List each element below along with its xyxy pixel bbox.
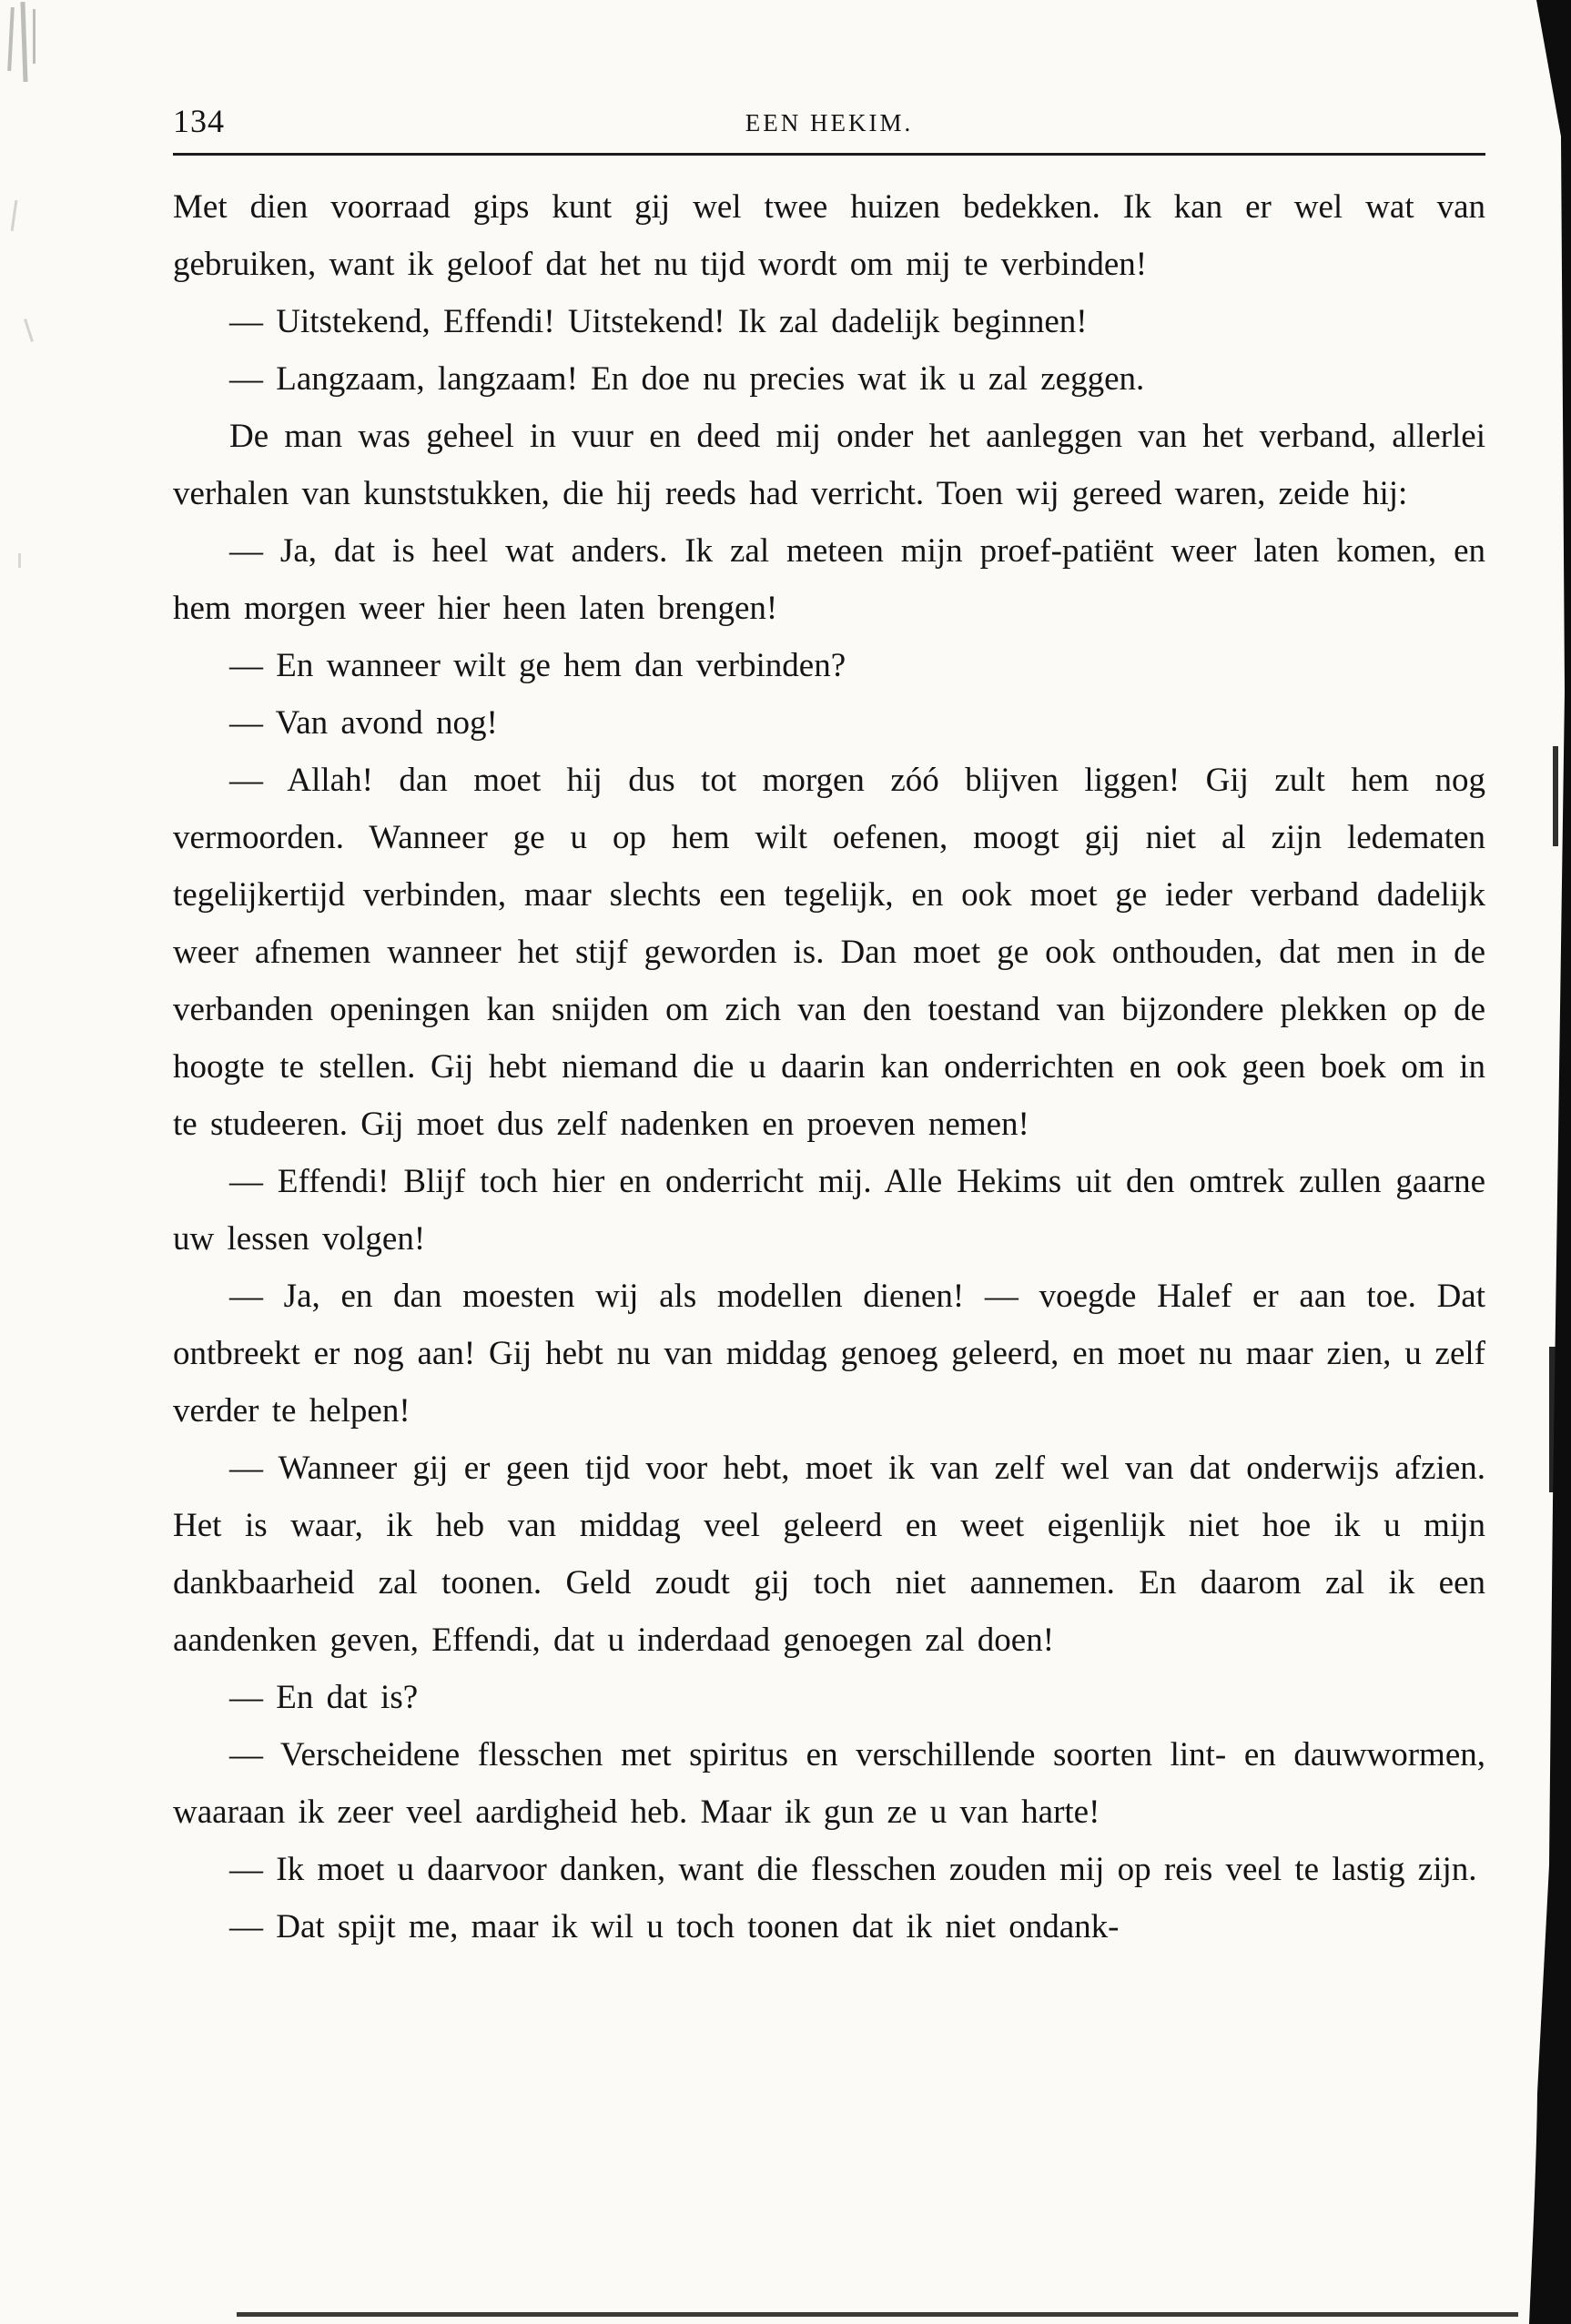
text-block	[173, 178, 1485, 1955]
scan-mark	[24, 318, 34, 342]
paragraph: — Uitstekend, Effendi! Uitstekend! Ik zal dadelijk beginnen!	[229, 303, 1088, 340]
page-header	[173, 102, 1485, 147]
scan-mark	[18, 553, 21, 568]
paragraph: — Dat spijt me, maar ik wil u toch toonen dat ik niet ondank-	[229, 1908, 1120, 1945]
scan-mark	[20, 2, 27, 82]
paragraph: De man was geheel in vuur en deed mij onder het aanleggen van het verband, allerlei verhalen van kunststukken, die hij reeds had verricht. Toen wij gereed waren, zeide hij:	[173, 418, 1485, 512]
paragraph: — En wanneer wilt ge hem dan verbinden?	[229, 647, 846, 684]
scan-mark	[11, 200, 18, 231]
paragraph: — Langzaam, langzaam! En doe nu precies wat ik u zal zeggen.	[229, 360, 1145, 398]
header-rule	[173, 153, 1485, 156]
paragraph: — Allah! dan moet hij dus tot morgen zóó blijven liggen! Gij zult hem nog vermoorden. Wanneer ge u op hem wilt oefenen, moogt gij niet al zijn ledematen tegelijkertijd verbinden, maar slechts een tegelijk, en ook moet ge ieder verband dadelijk weer afnemen wanneer het stijf geworden is. Dan moet ge ook onthouden, dat men in de verbanden openingen kan snijden om zich van den toestand van bijzondere plekken op de hoogte te stellen. Gij hebt niemand die u daarin kan onderrichten en ook geen boek om in te studeeren. Gij moet dus zelf nadenken en proeven nemen!	[173, 762, 1485, 1143]
scan-mark	[33, 9, 35, 64]
paragraph: — Wanneer gij er geen tijd voor hebt, moet ik van zelf wel van dat onderwijs afzien. Het is waar, ik heb van middag veel geleerd en weet eigenlijk niet hoe ik u mijn dankbaarheid zal toonen. Geld zoudt gij toch niet aannemen. En daarom zal ik een aandenken geven, Effendi, dat u inderdaad genoegen zal doen!	[173, 1450, 1485, 1659]
scan-bottom-edge	[237, 2312, 1518, 2317]
paragraph: — Van avond nog!	[229, 704, 498, 742]
scan-binding-shadow	[1513, 0, 1571, 2324]
scan-mark	[7, 7, 15, 71]
paragraph: — En dat is?	[229, 1679, 419, 1716]
paragraph: Met dien voorraad gips kunt gij wel twee huizen bedekken. Ik kan er wel wat van gebruiken, want ik geloof dat het nu tijd wordt om mij te verbinden!	[173, 188, 1485, 283]
paragraph: — Verscheidene flesschen met spiritus en verschillende soorten lint- en dauwwormen, waaraan ik zeer veel aardigheid heb. Maar ik gun ze u van harte!	[173, 1736, 1485, 1831]
paragraph: — Ik moet u daarvoor danken, want die flesschen zouden mij op reis veel te lastig zijn.	[229, 1851, 1477, 1888]
running-title: EEN HEKIM.	[745, 109, 914, 136]
paragraph: — Effendi! Blijf toch hier en onderricht mij. Alle Hekims uit den omtrek zullen gaarne uw lessen volgen!	[173, 1163, 1485, 1258]
paragraph: — Ja, dat is heel wat anders. Ik zal meteen mijn proef-patiënt weer laten komen, en hem morgen weer hier heen laten brengen!	[173, 532, 1485, 627]
paragraph: — Ja, en dan moesten wij als modellen dienen! — voegde Halef er aan toe. Dat ontbreekt er nog aan! Gij hebt nu van middag genoeg geleerd, en moet nu maar zien, u zelf verder te helpen!	[173, 1278, 1485, 1430]
page-number: 134	[173, 103, 225, 139]
